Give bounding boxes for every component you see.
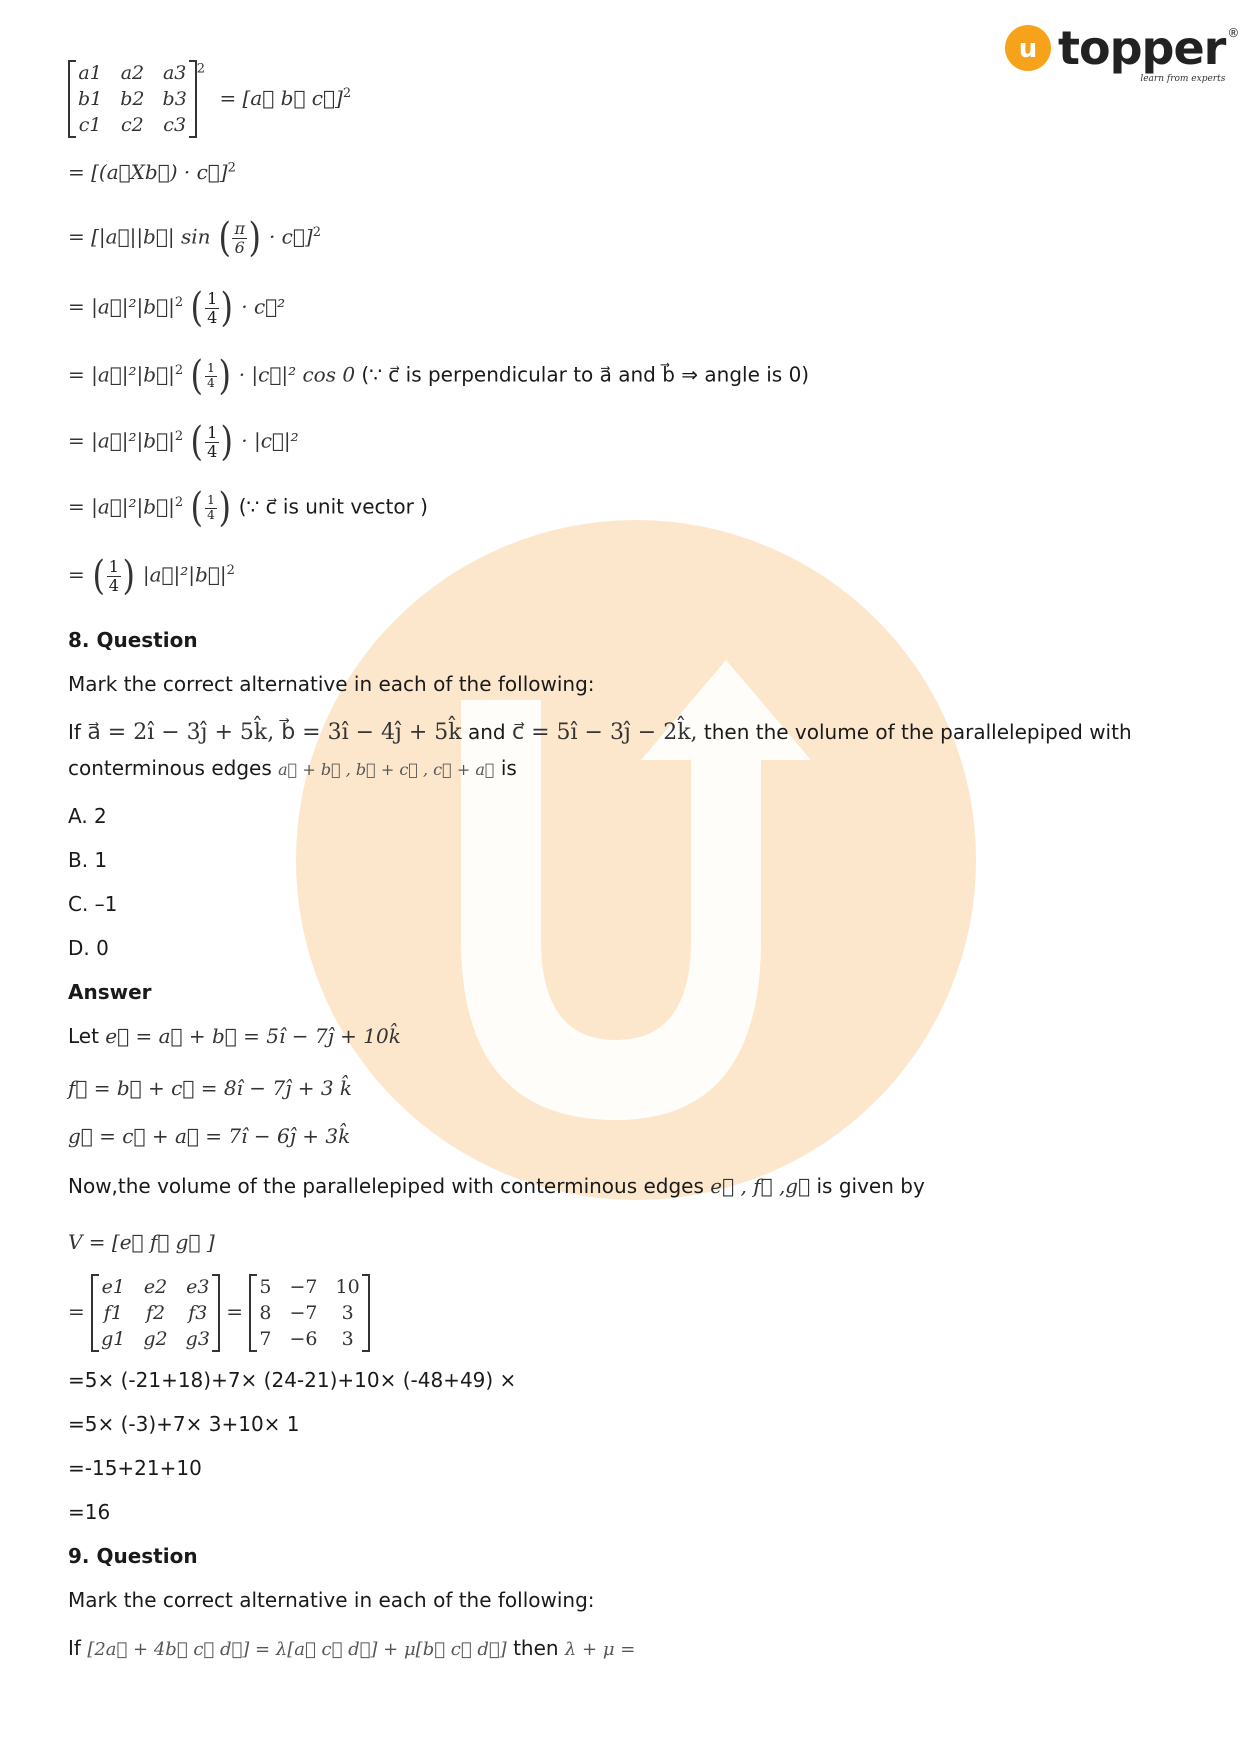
option-b: B. 1 bbox=[68, 848, 108, 872]
calc-step-3: =-15+21+10 bbox=[68, 1456, 202, 1480]
perpendicular-note: (∵ c⃗ is perpendicular to a⃗ and b⃗ ⇒ angle is 0) bbox=[361, 362, 810, 387]
answer-heading: Answer bbox=[68, 980, 152, 1004]
derivation-line-1: a1 a2 a3 b1 b2 b3 c1 c2 c3 $^2$ = [a⃗ b⃗ c⃗]$^2$ bbox=[68, 60, 351, 138]
derivation-line-6: = $|a⃗|^2|b⃗|^2$ ( $\frac{1}{4}$ ) · |c⃗|² bbox=[68, 419, 299, 465]
option-c: C. –1 bbox=[68, 892, 118, 916]
answer-e-line: Let e⃗ = a⃗ + b⃗ = 5î − 7ĵ + 10k̂ bbox=[68, 1024, 401, 1048]
question-9-prompt: Mark the correct alternative in each of the following: bbox=[68, 1588, 595, 1612]
coefficient-matrix: a1 a2 a3 b1 b2 b3 c1 c2 c3 bbox=[68, 60, 197, 138]
number-matrix: 5 −7 10 8 −7 3 7 −6 3 bbox=[249, 1274, 369, 1352]
symbol-matrix: e1 e2 e3 f1 f2 f3 g1 g2 g3 bbox=[91, 1274, 220, 1352]
derivation-line-2: = [(a⃗Xb⃗) · c⃗]$^2$ bbox=[68, 160, 236, 184]
answer-f-line: f⃗ = b⃗ + c⃗ = 8î − 7ĵ + 3 k̂ bbox=[68, 1076, 353, 1100]
option-d: D. 0 bbox=[68, 936, 109, 960]
calc-step-4: =16 bbox=[68, 1500, 111, 1524]
registered-mark: ® bbox=[1227, 26, 1240, 40]
option-a: A. 2 bbox=[68, 804, 107, 828]
logo-tagline: learn from experts bbox=[1140, 74, 1226, 84]
question-8-heading: 8. Question bbox=[68, 628, 198, 652]
answer-g-line: g⃗ = c⃗ + a⃗ = 7î − 6ĵ + 3k̂ bbox=[68, 1124, 351, 1148]
volume-definition: V = [e⃗ f⃗ g⃗ ] bbox=[68, 1230, 215, 1254]
question-9-statement: If [2a⃗ + 4b⃗ c⃗ d⃗] = λ[a⃗ c⃗ d⃗] + μ[b⃗ c⃗ d⃗] then λ + μ = bbox=[68, 1636, 636, 1660]
derivation-line-8: = ( $\frac{1}{4}$ ) $|a⃗|^2|b⃗|^2$ bbox=[68, 553, 235, 599]
derivation-line-5: = $|a⃗|^2|b⃗|^2$ ( $\frac{1}{4}$ ) · |c⃗|² cos 0 (∵ c⃗ is perpendicular to a⃗ and b⃗ ⇒ angle is 0) bbox=[68, 353, 810, 399]
question-8-statement-cont: conterminous edges a⃗ + b⃗ , b⃗ + c⃗ , c⃗ + a⃗ is bbox=[68, 756, 517, 780]
svg-text:u: u bbox=[1018, 34, 1038, 64]
watermark-logo bbox=[296, 520, 976, 1200]
derivation-line-3: = [|a⃗||b⃗| sin ( $\frac{\pi}{6}$ ) · c⃗]$^2$ bbox=[68, 215, 321, 261]
logo-badge-icon bbox=[1004, 24, 1052, 72]
derivation-line-4: = $|a⃗|^2|b⃗|^2$ ( $\frac{1}{4}$ ) · c⃗² bbox=[68, 285, 286, 331]
volume-statement: Now,the volume of the parallelepiped with conterminous edges e⃗ , f⃗ ,g⃗ is given by bbox=[68, 1174, 925, 1198]
question-8-prompt: Mark the correct alternative in each of the following: bbox=[68, 672, 595, 696]
calc-step-1: =5× (-21+18)+7× (24-21)+10× (-48+49) × bbox=[68, 1368, 517, 1392]
calc-step-2: =5× (-3)+7× 3+10× 1 bbox=[68, 1412, 300, 1436]
question-8-statement: If a⃗ = 2î − 3ĵ + 5k̂, b⃗ = 3î − 4ĵ + 5k̂ and c⃗ = 5î − 3ĵ − 2k̂, then the volume of the parallelepiped with bbox=[68, 720, 1132, 745]
brand-logo bbox=[1004, 21, 1240, 84]
unit-vector-note: (∵ c⃗ is unit vector ) bbox=[238, 494, 428, 519]
question-9-heading: 9. Question bbox=[68, 1544, 198, 1568]
determinant-line: = e1 e2 e3 f1 f2 f3 g1 g2 g3 = 5 −7 10 8 −7 3 7 −6 3 bbox=[68, 1274, 370, 1352]
derivation-line-7: = $|a⃗|^2|b⃗|^2$ ( $\frac{1}{4}$ ) (∵ c⃗ is unit vector ) bbox=[68, 485, 428, 531]
logo-wordmark: topper bbox=[1058, 21, 1226, 75]
